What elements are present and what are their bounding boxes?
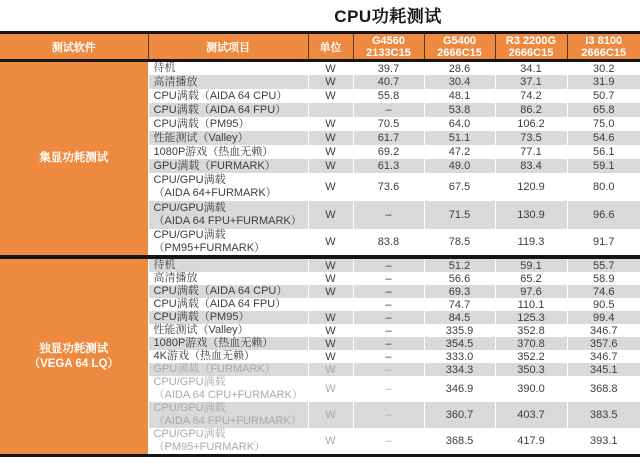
value-cell: 75.0: [567, 117, 640, 131]
unit-cell: W: [308, 324, 353, 337]
value-cell: –: [353, 376, 424, 402]
value-cell: –: [353, 272, 424, 285]
page-title: CPU功耗测试: [334, 7, 442, 26]
value-cell: 51.1: [424, 131, 495, 145]
cpu-memory-config: 2666C15: [581, 46, 627, 59]
value-cell: 34.1: [495, 61, 567, 76]
test-item-label: CPU/GPU满载: [153, 202, 226, 214]
unit-cell: W: [308, 257, 353, 272]
test-item-cell: [148, 103, 308, 117]
value-cell: –: [353, 350, 424, 363]
test-item-label-line2: （AIDA 64+FURMARK）: [153, 187, 277, 199]
value-cell: 333.0: [424, 350, 495, 363]
value-cell: 354.5: [424, 337, 495, 350]
value-cell: 403.7: [495, 402, 567, 428]
value-cell: 48.1: [424, 89, 495, 103]
value-cell: 352.8: [495, 324, 567, 337]
table-row: [0, 257, 640, 272]
unit-cell: W: [308, 285, 353, 298]
unit-cell: W: [308, 402, 353, 428]
value-cell: –: [353, 285, 424, 298]
value-cell: 360.7: [424, 402, 495, 428]
unit-cell: [308, 298, 353, 311]
test-item-cell: [148, 159, 308, 173]
test-item-label: 性能测试（Valley）: [153, 324, 249, 336]
test-item-label: CPU/GPU满载: [153, 229, 226, 241]
value-cell: 55.8: [353, 89, 424, 103]
value-cell: 73.6: [353, 173, 424, 201]
value-cell: 65.2: [495, 272, 567, 285]
unit-cell: W: [308, 428, 353, 456]
col-header-cpu-g5400: [424, 33, 495, 61]
test-item-label: 高清播放: [153, 75, 198, 88]
value-cell: 350.3: [495, 363, 567, 376]
value-cell: 393.1: [567, 428, 640, 456]
unit-cell: W: [308, 311, 353, 324]
value-cell: 64.0: [424, 117, 495, 131]
value-cell: 55.7: [567, 257, 640, 272]
value-cell: 335.9: [424, 324, 495, 337]
value-cell: –: [353, 337, 424, 350]
test-item-label-line2: （AIDA 64 CPU+FURMARK）: [153, 389, 303, 401]
value-cell: –: [353, 311, 424, 324]
value-cell: 346.9: [424, 376, 495, 402]
value-cell: 40.7: [353, 75, 424, 89]
value-cell: 39.7: [353, 61, 424, 76]
test-item-cell: [148, 402, 308, 428]
group-label: [0, 61, 148, 258]
value-cell: 110.1: [495, 298, 567, 311]
value-cell: 417.9: [495, 428, 567, 456]
value-cell: 78.5: [424, 229, 495, 257]
test-item-label: 高清播放: [153, 272, 198, 284]
value-cell: 83.8: [353, 229, 424, 257]
test-item-label: GPU满载（FURMARK）: [153, 363, 276, 375]
col-header-unit: 单位: [308, 33, 353, 61]
value-cell: –: [353, 324, 424, 337]
value-cell: 390.0: [495, 376, 567, 402]
value-cell: 65.8: [567, 103, 640, 117]
unit-cell: W: [308, 272, 353, 285]
test-item-label: 待机: [153, 259, 176, 271]
value-cell: 90.5: [567, 298, 640, 311]
value-cell: 77.1: [495, 145, 567, 159]
value-cell: 59.1: [567, 159, 640, 173]
test-item-cell: [148, 145, 308, 159]
value-cell: 97.6: [495, 285, 567, 298]
test-item-label: CPU满载（PM95）: [153, 311, 250, 323]
unit-cell: W: [308, 61, 353, 76]
test-item-cell: [148, 376, 308, 402]
unit-cell: W: [308, 117, 353, 131]
value-cell: 80.0: [567, 173, 640, 201]
test-item-cell: [148, 272, 308, 285]
value-cell: 357.6: [567, 337, 640, 350]
test-item-label: CPU/GPU满载: [153, 174, 226, 186]
value-cell: 69.3: [424, 285, 495, 298]
value-cell: 91.7: [567, 229, 640, 257]
col-header-cpu-g4560: [353, 33, 424, 61]
test-item-cell: [148, 257, 308, 272]
value-cell: 69.2: [353, 145, 424, 159]
value-cell: –: [353, 257, 424, 272]
test-item-label-line2: （AIDA 64 FPU+FURMARK）: [153, 415, 302, 427]
cpu-name: G4560: [371, 34, 406, 47]
value-cell: 37.1: [495, 75, 567, 89]
value-cell: 83.4: [495, 159, 567, 173]
value-cell: 74.2: [495, 89, 567, 103]
value-cell: 56.1: [567, 145, 640, 159]
value-cell: 119.3: [495, 229, 567, 257]
table-body: [0, 61, 640, 456]
group-label: [0, 257, 148, 456]
value-cell: 30.4: [424, 75, 495, 89]
value-cell: 345.1: [567, 363, 640, 376]
header-row: [0, 33, 640, 61]
cpu-name: R3 2200G: [505, 34, 557, 47]
test-item-cell: [148, 311, 308, 324]
value-cell: 84.5: [424, 311, 495, 324]
test-item-label: CPU满载（AIDA 64 FPU）: [153, 298, 287, 310]
value-cell: –: [353, 402, 424, 428]
value-cell: 74.7: [424, 298, 495, 311]
cpu-memory-config: 2133C15: [366, 46, 411, 59]
unit-cell: W: [308, 350, 353, 363]
group-label-line1: 集显功耗测试: [39, 152, 109, 164]
value-cell: 59.1: [495, 257, 567, 272]
test-item-cell: [148, 229, 308, 257]
value-cell: 383.5: [567, 402, 640, 428]
unit-cell: W: [308, 75, 353, 89]
test-item-label: 4K游戏（热血无赖）: [153, 350, 255, 362]
power-test-table: [0, 31, 640, 457]
unit-cell: W: [308, 201, 353, 229]
test-item-cell: [148, 298, 308, 311]
value-cell: 61.3: [353, 159, 424, 173]
test-item-label: 待机: [153, 62, 176, 74]
value-cell: 74.6: [567, 285, 640, 298]
unit-cell: [308, 103, 353, 117]
test-item-cell: [148, 324, 308, 337]
test-item-cell: [148, 61, 308, 76]
test-item-label: 性能测试（Valley）: [153, 131, 249, 144]
value-cell: 130.9: [495, 201, 567, 229]
value-cell: 86.2: [495, 103, 567, 117]
col-header-cpu-i3-8100: [567, 33, 640, 61]
test-item-label: CPU/GPU满载: [153, 428, 226, 440]
unit-cell: W: [308, 131, 353, 145]
cpu-memory-config: 2666C15: [437, 46, 482, 59]
unit-cell: W: [308, 337, 353, 350]
value-cell: 346.7: [567, 324, 640, 337]
value-cell: 120.9: [495, 173, 567, 201]
value-cell: 106.2: [495, 117, 567, 131]
value-cell: –: [353, 103, 424, 117]
value-cell: 31.9: [567, 75, 640, 89]
test-item-label: CPU/GPU满载: [153, 376, 226, 388]
value-cell: –: [353, 363, 424, 376]
col-header-cpu-r3-2200g: [495, 33, 567, 61]
test-item-label: 1080P游戏（热血无赖）: [153, 145, 274, 158]
value-cell: 99.4: [567, 311, 640, 324]
value-cell: 56.6: [424, 272, 495, 285]
value-cell: 370.8: [495, 337, 567, 350]
value-cell: 368.8: [567, 376, 640, 402]
test-item-label-line2: （PM95+FURMARK）: [153, 441, 266, 453]
value-cell: –: [353, 298, 424, 311]
value-cell: 47.2: [424, 145, 495, 159]
value-cell: 352.2: [495, 350, 567, 363]
value-cell: 53.8: [424, 103, 495, 117]
value-cell: 71.5: [424, 201, 495, 229]
value-cell: 368.5: [424, 428, 495, 456]
unit-cell: W: [308, 89, 353, 103]
test-item-label-line2: （AIDA 64 FPU+FURMARK）: [153, 215, 302, 227]
value-cell: –: [353, 201, 424, 229]
col-header-software: 测试软件: [0, 33, 148, 61]
value-cell: –: [353, 428, 424, 456]
value-cell: 28.6: [424, 61, 495, 76]
cpu-name: G5400: [442, 34, 477, 47]
value-cell: 50.7: [567, 89, 640, 103]
unit-cell: W: [308, 376, 353, 402]
test-item-cell: [148, 201, 308, 229]
value-cell: 54.6: [567, 131, 640, 145]
value-cell: 58.9: [567, 272, 640, 285]
col-header-item: 测试项目: [148, 33, 308, 61]
unit-cell: W: [308, 173, 353, 201]
unit-cell: W: [308, 145, 353, 159]
group-label-line2: （VEGA 64 LQ）: [28, 357, 119, 370]
value-cell: 30.2: [567, 61, 640, 76]
test-item-label: CPU满载（PM95）: [153, 117, 250, 130]
value-cell: 49.0: [424, 159, 495, 173]
value-cell: 125.3: [495, 311, 567, 324]
test-item-cell: [148, 363, 308, 376]
test-item-label: CPU满载（AIDA 64 FPU）: [153, 103, 287, 116]
test-item-cell: [148, 337, 308, 350]
value-cell: 70.5: [353, 117, 424, 131]
test-item-cell: [148, 89, 308, 103]
test-item-label: 1080P游戏（热血无赖）: [153, 337, 274, 349]
test-item-label: GPU满载（FURMARK）: [153, 159, 276, 172]
test-item-cell: [148, 350, 308, 363]
test-item-cell: [148, 173, 308, 201]
table-header: [0, 33, 640, 61]
value-cell: 67.5: [424, 173, 495, 201]
table-row: [0, 61, 640, 76]
unit-cell: W: [308, 363, 353, 376]
unit-cell: W: [308, 229, 353, 257]
test-item-cell: [148, 75, 308, 89]
test-item-label: CPU满载（AIDA 64 CPU）: [153, 89, 288, 102]
value-cell: 334.3: [424, 363, 495, 376]
value-cell: 51.2: [424, 257, 495, 272]
test-item-cell: [148, 428, 308, 456]
cpu-memory-config: 2666C15: [508, 46, 554, 59]
unit-cell: W: [308, 159, 353, 173]
value-cell: 346.7: [567, 350, 640, 363]
test-item-label: CPU满载（AIDA 64 CPU）: [153, 285, 288, 297]
test-item-cell: [148, 285, 308, 298]
value-cell: 61.7: [353, 131, 424, 145]
value-cell: 73.5: [495, 131, 567, 145]
test-item-cell: [148, 131, 308, 145]
cpu-name: I3 8100: [585, 34, 623, 47]
group-label-line1: 独显功耗测试: [39, 342, 109, 355]
test-item-label: CPU/GPU满载: [153, 402, 226, 414]
value-cell: 96.6: [567, 201, 640, 229]
test-item-label-line2: （PM95+FURMARK）: [153, 242, 266, 254]
test-item-cell: [148, 117, 308, 131]
